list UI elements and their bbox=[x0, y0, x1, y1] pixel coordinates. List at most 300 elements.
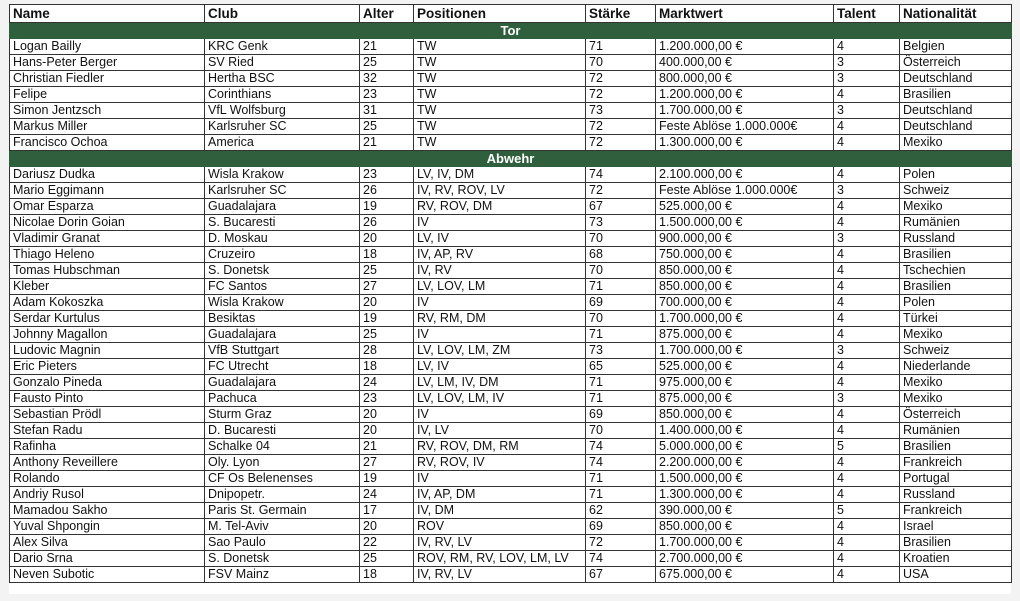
cell-strength[interactable]: 62 bbox=[586, 503, 656, 519]
cell-club[interactable]: Corinthians bbox=[205, 87, 360, 103]
cell-talent[interactable]: 3 bbox=[834, 343, 900, 359]
cell-talent[interactable]: 4 bbox=[834, 167, 900, 183]
cell-talent[interactable]: 4 bbox=[834, 87, 900, 103]
cell-club[interactable]: M. Tel-Aviv bbox=[205, 519, 360, 535]
cell-positions[interactable]: LV, IV bbox=[414, 231, 586, 247]
cell-positions[interactable]: IV, RV bbox=[414, 263, 586, 279]
cell-club[interactable]: Cruzeiro bbox=[205, 247, 360, 263]
cell-talent[interactable]: 3 bbox=[834, 231, 900, 247]
cell-talent[interactable]: 4 bbox=[834, 471, 900, 487]
cell-name[interactable]: Felipe bbox=[10, 87, 205, 103]
cell-market-value[interactable]: 800.000,00 € bbox=[656, 71, 834, 87]
cell-name[interactable]: Adam Kokoszka bbox=[10, 295, 205, 311]
cell-nationality[interactable]: Brasilien bbox=[900, 87, 1012, 103]
cell-talent[interactable]: 4 bbox=[834, 359, 900, 375]
section-header-row bbox=[10, 23, 1012, 39]
cell-positions[interactable]: TW bbox=[414, 39, 586, 55]
cell-talent[interactable]: 4 bbox=[834, 247, 900, 263]
cell-name[interactable]: Simon Jentzsch bbox=[10, 103, 205, 119]
cell-positions[interactable]: LV, LOV, LM, IV bbox=[414, 391, 586, 407]
table-row bbox=[10, 391, 1012, 407]
cell-talent[interactable]: 4 bbox=[834, 535, 900, 551]
cell-club[interactable]: Wisla Krakow bbox=[205, 295, 360, 311]
cell-market-value[interactable]: 1.200.000,00 € bbox=[656, 87, 834, 103]
table-row bbox=[10, 311, 1012, 327]
cell-talent[interactable]: 5 bbox=[834, 439, 900, 455]
cell-strength[interactable]: 72 bbox=[586, 119, 656, 135]
cell-talent[interactable]: 4 bbox=[834, 311, 900, 327]
cell-positions[interactable]: LV, LOV, LM bbox=[414, 279, 586, 295]
cell-club[interactable]: SV Ried bbox=[205, 55, 360, 71]
cell-club[interactable]: Dnipopetr. bbox=[205, 487, 360, 503]
cell-club[interactable]: Guadalajara bbox=[205, 327, 360, 343]
cell-talent[interactable]: 3 bbox=[834, 55, 900, 71]
cell-nationality[interactable]: Deutschland bbox=[900, 103, 1012, 119]
cell-talent[interactable]: 4 bbox=[834, 407, 900, 423]
cell-age[interactable]: 24 bbox=[360, 487, 414, 503]
table-header bbox=[10, 5, 1012, 23]
cell-age[interactable]: 25 bbox=[360, 263, 414, 279]
cell-name[interactable]: Omar Esparza bbox=[10, 199, 205, 215]
cell-strength[interactable]: 71 bbox=[586, 39, 656, 55]
cell-strength[interactable]: 70 bbox=[586, 263, 656, 279]
cell-name[interactable]: Serdar Kurtulus bbox=[10, 311, 205, 327]
table-row bbox=[10, 343, 1012, 359]
cell-age[interactable]: 21 bbox=[360, 439, 414, 455]
cell-positions[interactable]: TW bbox=[414, 119, 586, 135]
cell-name[interactable]: Kleber bbox=[10, 279, 205, 295]
cell-club[interactable]: America bbox=[205, 135, 360, 151]
cell-nationality[interactable]: Frankreich bbox=[900, 455, 1012, 471]
table-row bbox=[10, 375, 1012, 391]
cell-age[interactable]: 23 bbox=[360, 87, 414, 103]
cell-club[interactable]: S. Donetsk bbox=[205, 551, 360, 567]
cell-name[interactable]: Andriy Rusol bbox=[10, 487, 205, 503]
cell-nationality[interactable]: Österreich bbox=[900, 407, 1012, 423]
cell-nationality[interactable]: Brasilien bbox=[900, 247, 1012, 263]
cell-age[interactable]: 19 bbox=[360, 199, 414, 215]
cell-talent[interactable]: 4 bbox=[834, 199, 900, 215]
cell-talent[interactable]: 3 bbox=[834, 71, 900, 87]
cell-nationality[interactable]: Deutschland bbox=[900, 71, 1012, 87]
cell-name[interactable]: Mamadou Sakho bbox=[10, 503, 205, 519]
cell-nationality[interactable]: Schweiz bbox=[900, 343, 1012, 359]
cell-name[interactable]: Fausto Pinto bbox=[10, 391, 205, 407]
cell-strength[interactable]: 70 bbox=[586, 423, 656, 439]
cell-nationality[interactable]: USA bbox=[900, 567, 1012, 583]
cell-age[interactable]: 27 bbox=[360, 279, 414, 295]
cell-positions[interactable]: IV, DM bbox=[414, 503, 586, 519]
cell-name[interactable]: Alex Silva bbox=[10, 535, 205, 551]
cell-strength[interactable]: 71 bbox=[586, 487, 656, 503]
cell-club[interactable]: Paris St. Germain bbox=[205, 503, 360, 519]
cell-talent[interactable]: 4 bbox=[834, 215, 900, 231]
cell-name[interactable]: Markus Miller bbox=[10, 119, 205, 135]
cell-age[interactable]: 26 bbox=[360, 183, 414, 199]
cell-market-value[interactable]: 390.000,00 € bbox=[656, 503, 834, 519]
cell-age[interactable]: 20 bbox=[360, 519, 414, 535]
cell-strength[interactable]: 72 bbox=[586, 71, 656, 87]
cell-name[interactable]: Nicolae Dorin Goian bbox=[10, 215, 205, 231]
cell-nationality[interactable]: Kroatien bbox=[900, 551, 1012, 567]
cell-nationality[interactable]: Brasilien bbox=[900, 279, 1012, 295]
cell-club[interactable]: Karlsruher SC bbox=[205, 119, 360, 135]
cell-nationality[interactable]: Schweiz bbox=[900, 183, 1012, 199]
column-header-name[interactable]: Name bbox=[10, 5, 205, 23]
table-row bbox=[10, 535, 1012, 551]
cell-talent[interactable]: 4 bbox=[834, 327, 900, 343]
cell-talent[interactable]: 4 bbox=[834, 487, 900, 503]
table-row bbox=[10, 519, 1012, 535]
cell-age[interactable]: 32 bbox=[360, 71, 414, 87]
table-row bbox=[10, 183, 1012, 199]
cell-strength[interactable]: 71 bbox=[586, 375, 656, 391]
cell-age[interactable]: 25 bbox=[360, 119, 414, 135]
cell-name[interactable]: Rafinha bbox=[10, 439, 205, 455]
cell-age[interactable]: 27 bbox=[360, 455, 414, 471]
cell-positions[interactable]: LV, LOV, LM, ZM bbox=[414, 343, 586, 359]
cell-age[interactable]: 26 bbox=[360, 215, 414, 231]
cell-age[interactable]: 18 bbox=[360, 359, 414, 375]
cell-strength[interactable]: 71 bbox=[586, 279, 656, 295]
cell-club[interactable]: Guadalajara bbox=[205, 199, 360, 215]
cell-nationality[interactable]: Mexiko bbox=[900, 199, 1012, 215]
cell-nationality[interactable]: Mexiko bbox=[900, 375, 1012, 391]
column-header-club[interactable]: Club bbox=[205, 5, 360, 23]
cell-age[interactable]: 31 bbox=[360, 103, 414, 119]
cell-market-value[interactable]: 850.000,00 € bbox=[656, 407, 834, 423]
cell-strength[interactable]: 67 bbox=[586, 567, 656, 583]
cell-club[interactable]: VfL Wolfsburg bbox=[205, 103, 360, 119]
cell-talent[interactable]: 4 bbox=[834, 455, 900, 471]
cell-talent[interactable]: 3 bbox=[834, 183, 900, 199]
cell-age[interactable]: 20 bbox=[360, 295, 414, 311]
cell-positions[interactable]: RV, ROV, IV bbox=[414, 455, 586, 471]
cell-market-value[interactable]: 975.000,00 € bbox=[656, 375, 834, 391]
cell-positions[interactable]: TW bbox=[414, 71, 586, 87]
cell-market-value[interactable]: 875.000,00 € bbox=[656, 391, 834, 407]
cell-positions[interactable]: RV, RM, DM bbox=[414, 311, 586, 327]
cell-age[interactable]: 21 bbox=[360, 135, 414, 151]
cell-market-value[interactable]: 525.000,00 € bbox=[656, 359, 834, 375]
cell-name[interactable]: Hans-Peter Berger bbox=[10, 55, 205, 71]
spreadsheet-sheet bbox=[9, 4, 1011, 594]
cell-nationality[interactable]: Mexiko bbox=[900, 135, 1012, 151]
cell-market-value[interactable]: 1.300.000,00 € bbox=[656, 135, 834, 151]
cell-nationality[interactable]: Österreich bbox=[900, 55, 1012, 71]
cell-positions[interactable]: IV, RV, ROV, LV bbox=[414, 183, 586, 199]
cell-club[interactable]: FC Santos bbox=[205, 279, 360, 295]
cell-name[interactable]: Anthony Reveillere bbox=[10, 455, 205, 471]
table-row bbox=[10, 247, 1012, 263]
table-row bbox=[10, 359, 1012, 375]
cell-talent[interactable]: 4 bbox=[834, 567, 900, 583]
column-header-positions[interactable]: Positionen bbox=[414, 5, 586, 23]
cell-market-value[interactable]: 900.000,00 € bbox=[656, 231, 834, 247]
cell-name[interactable]: Christian Fiedler bbox=[10, 71, 205, 87]
cell-positions[interactable]: ROV bbox=[414, 519, 586, 535]
cell-talent[interactable]: 4 bbox=[834, 375, 900, 391]
table-row bbox=[10, 567, 1012, 583]
cell-strength[interactable]: 69 bbox=[586, 295, 656, 311]
cell-name[interactable]: Rolando bbox=[10, 471, 205, 487]
cell-name[interactable]: Gonzalo Pineda bbox=[10, 375, 205, 391]
cell-strength[interactable]: 70 bbox=[586, 55, 656, 71]
cell-nationality[interactable]: Mexiko bbox=[900, 391, 1012, 407]
cell-market-value[interactable]: 525.000,00 € bbox=[656, 199, 834, 215]
table-row bbox=[10, 39, 1012, 55]
cell-strength[interactable]: 68 bbox=[586, 247, 656, 263]
cell-name[interactable]: Ludovic Magnin bbox=[10, 343, 205, 359]
cell-age[interactable]: 28 bbox=[360, 343, 414, 359]
cell-nationality[interactable]: Niederlande bbox=[900, 359, 1012, 375]
cell-strength[interactable]: 70 bbox=[586, 311, 656, 327]
cell-market-value[interactable]: 1.700.000,00 € bbox=[656, 311, 834, 327]
column-header-strength[interactable]: Stärke bbox=[586, 5, 656, 23]
cell-nationality[interactable]: Türkei bbox=[900, 311, 1012, 327]
cell-positions[interactable]: TW bbox=[414, 135, 586, 151]
cell-strength[interactable]: 74 bbox=[586, 551, 656, 567]
table-row bbox=[10, 55, 1012, 71]
cell-age[interactable]: 21 bbox=[360, 39, 414, 55]
cell-age[interactable]: 19 bbox=[360, 311, 414, 327]
cell-strength[interactable]: 73 bbox=[586, 103, 656, 119]
cell-name[interactable]: Dario Srna bbox=[10, 551, 205, 567]
cell-club[interactable]: Oly. Lyon bbox=[205, 455, 360, 471]
cell-club[interactable]: D. Bucaresti bbox=[205, 423, 360, 439]
cell-market-value[interactable]: 2.100.000,00 € bbox=[656, 167, 834, 183]
cell-age[interactable]: 25 bbox=[360, 55, 414, 71]
cell-club[interactable]: Guadalajara bbox=[205, 375, 360, 391]
cell-age[interactable]: 19 bbox=[360, 471, 414, 487]
cell-age[interactable]: 18 bbox=[360, 247, 414, 263]
cell-name[interactable]: Neven Subotic bbox=[10, 567, 205, 583]
column-header-talent[interactable]: Talent bbox=[834, 5, 900, 23]
cell-club[interactable]: D. Moskau bbox=[205, 231, 360, 247]
cell-name[interactable]: Yuval Shpongin bbox=[10, 519, 205, 535]
cell-nationality[interactable]: Polen bbox=[900, 167, 1012, 183]
cell-club[interactable]: Sturm Graz bbox=[205, 407, 360, 423]
cell-positions[interactable]: TW bbox=[414, 87, 586, 103]
cell-age[interactable]: 22 bbox=[360, 535, 414, 551]
cell-positions[interactable]: TW bbox=[414, 55, 586, 71]
cell-strength[interactable]: 74 bbox=[586, 455, 656, 471]
cell-club[interactable]: Wisla Krakow bbox=[205, 167, 360, 183]
cell-nationality[interactable]: Polen bbox=[900, 295, 1012, 311]
cell-age[interactable]: 20 bbox=[360, 423, 414, 439]
cell-market-value[interactable]: 1.500.000,00 € bbox=[656, 471, 834, 487]
cell-talent[interactable]: 5 bbox=[834, 503, 900, 519]
cell-talent[interactable]: 4 bbox=[834, 39, 900, 55]
section-title: Tor bbox=[10, 23, 1012, 39]
cell-strength[interactable]: 67 bbox=[586, 199, 656, 215]
cell-name[interactable]: Tomas Hubschman bbox=[10, 263, 205, 279]
cell-market-value[interactable]: 875.000,00 € bbox=[656, 327, 834, 343]
cell-age[interactable]: 20 bbox=[360, 231, 414, 247]
cell-talent[interactable]: 4 bbox=[834, 551, 900, 567]
cell-market-value[interactable]: Feste Ablöse 1.000.000€ bbox=[656, 183, 834, 199]
cell-talent[interactable]: 3 bbox=[834, 103, 900, 119]
cell-nationality[interactable]: Frankreich bbox=[900, 503, 1012, 519]
cell-market-value[interactable]: 1.400.000,00 € bbox=[656, 423, 834, 439]
cell-club[interactable]: S. Donetsk bbox=[205, 263, 360, 279]
cell-strength[interactable]: 69 bbox=[586, 407, 656, 423]
cell-club[interactable]: FSV Mainz bbox=[205, 567, 360, 583]
cell-name[interactable]: Logan Bailly bbox=[10, 39, 205, 55]
cell-market-value[interactable]: 1.500.000,00 € bbox=[656, 215, 834, 231]
cell-market-value[interactable]: 1.700.000,00 € bbox=[656, 535, 834, 551]
cell-name[interactable]: Stefan Radu bbox=[10, 423, 205, 439]
cell-nationality[interactable]: Brasilien bbox=[900, 439, 1012, 455]
cell-name[interactable]: Thiago Heleno bbox=[10, 247, 205, 263]
cell-talent[interactable]: 3 bbox=[834, 391, 900, 407]
cell-nationality[interactable]: Belgien bbox=[900, 39, 1012, 55]
cell-positions[interactable]: RV, ROV, DM bbox=[414, 199, 586, 215]
cell-market-value[interactable]: 850.000,00 € bbox=[656, 519, 834, 535]
cell-age[interactable]: 25 bbox=[360, 551, 414, 567]
cell-club[interactable]: CF Os Belenenses bbox=[205, 471, 360, 487]
cell-strength[interactable]: 74 bbox=[586, 439, 656, 455]
cell-market-value[interactable]: 1.700.000,00 € bbox=[656, 103, 834, 119]
table-row bbox=[10, 199, 1012, 215]
cell-nationality[interactable]: Tschechien bbox=[900, 263, 1012, 279]
cell-positions[interactable]: LV, LM, IV, DM bbox=[414, 375, 586, 391]
cell-talent[interactable]: 4 bbox=[834, 279, 900, 295]
cell-club[interactable]: Pachuca bbox=[205, 391, 360, 407]
cell-strength[interactable]: 72 bbox=[586, 183, 656, 199]
cell-nationality[interactable]: Russland bbox=[900, 487, 1012, 503]
cell-name[interactable]: Eric Pieters bbox=[10, 359, 205, 375]
cell-positions[interactable]: IV bbox=[414, 471, 586, 487]
cell-age[interactable]: 20 bbox=[360, 407, 414, 423]
cell-positions[interactable]: LV, IV, DM bbox=[414, 167, 586, 183]
cell-strength[interactable]: 65 bbox=[586, 359, 656, 375]
cell-positions[interactable]: ROV, RM, RV, LOV, LM, LV bbox=[414, 551, 586, 567]
cell-talent[interactable]: 4 bbox=[834, 119, 900, 135]
table-row bbox=[10, 119, 1012, 135]
column-header-age[interactable]: Alter bbox=[360, 5, 414, 23]
cell-strength[interactable]: 70 bbox=[586, 231, 656, 247]
cell-market-value[interactable]: 1.300.000,00 € bbox=[656, 487, 834, 503]
column-header-nationality[interactable]: Nationalität bbox=[900, 5, 1012, 23]
cell-strength[interactable]: 74 bbox=[586, 167, 656, 183]
cell-age[interactable]: 25 bbox=[360, 327, 414, 343]
cell-strength[interactable]: 69 bbox=[586, 519, 656, 535]
cell-age[interactable]: 23 bbox=[360, 391, 414, 407]
cell-talent[interactable]: 4 bbox=[834, 263, 900, 279]
cell-club[interactable]: FC Utrecht bbox=[205, 359, 360, 375]
cell-name[interactable]: Sebastian Prödl bbox=[10, 407, 205, 423]
cell-age[interactable]: 18 bbox=[360, 567, 414, 583]
cell-club[interactable]: Karlsruher SC bbox=[205, 183, 360, 199]
cell-strength[interactable]: 73 bbox=[586, 343, 656, 359]
cell-club[interactable]: Hertha BSC bbox=[205, 71, 360, 87]
section-header-row bbox=[10, 151, 1012, 167]
cell-strength[interactable]: 71 bbox=[586, 391, 656, 407]
cell-positions[interactable]: IV bbox=[414, 215, 586, 231]
cell-age[interactable]: 17 bbox=[360, 503, 414, 519]
cell-strength[interactable]: 71 bbox=[586, 327, 656, 343]
cell-market-value[interactable]: 1.200.000,00 € bbox=[656, 39, 834, 55]
cell-nationality[interactable]: Deutschland bbox=[900, 119, 1012, 135]
cell-club[interactable]: KRC Genk bbox=[205, 39, 360, 55]
table-row bbox=[10, 215, 1012, 231]
cell-strength[interactable]: 71 bbox=[586, 471, 656, 487]
cell-name[interactable]: Vladimir Granat bbox=[10, 231, 205, 247]
cell-market-value[interactable]: 2.700.000,00 € bbox=[656, 551, 834, 567]
cell-nationality[interactable]: Rumänien bbox=[900, 423, 1012, 439]
table-row bbox=[10, 135, 1012, 151]
cell-positions[interactable]: IV, AP, DM bbox=[414, 487, 586, 503]
cell-club[interactable]: Besiktas bbox=[205, 311, 360, 327]
cell-positions[interactable]: IV, AP, RV bbox=[414, 247, 586, 263]
cell-market-value[interactable]: 2.200.000,00 € bbox=[656, 455, 834, 471]
cell-age[interactable]: 23 bbox=[360, 167, 414, 183]
table-row bbox=[10, 471, 1012, 487]
cell-market-value[interactable]: Feste Ablöse 1.000.000€ bbox=[656, 119, 834, 135]
cell-market-value[interactable]: 750.000,00 € bbox=[656, 247, 834, 263]
cell-name[interactable]: Dariusz Dudka bbox=[10, 167, 205, 183]
cell-nationality[interactable]: Brasilien bbox=[900, 535, 1012, 551]
cell-positions[interactable]: IV bbox=[414, 407, 586, 423]
cell-club[interactable]: S. Bucaresti bbox=[205, 215, 360, 231]
cell-strength[interactable]: 72 bbox=[586, 535, 656, 551]
cell-talent[interactable]: 4 bbox=[834, 295, 900, 311]
cell-market-value[interactable]: 700.000,00 € bbox=[656, 295, 834, 311]
cell-market-value[interactable]: 5.000.000,00 € bbox=[656, 439, 834, 455]
table-row bbox=[10, 167, 1012, 183]
cell-strength[interactable]: 73 bbox=[586, 215, 656, 231]
table-row bbox=[10, 263, 1012, 279]
cell-nationality[interactable]: Portugal bbox=[900, 471, 1012, 487]
cell-positions[interactable]: IV bbox=[414, 327, 586, 343]
cell-name[interactable]: Mario Eggimann bbox=[10, 183, 205, 199]
cell-talent[interactable]: 4 bbox=[834, 135, 900, 151]
table-row bbox=[10, 87, 1012, 103]
cell-age[interactable]: 24 bbox=[360, 375, 414, 391]
table-row bbox=[10, 71, 1012, 87]
table-row bbox=[10, 295, 1012, 311]
cell-nationality[interactable]: Israel bbox=[900, 519, 1012, 535]
cell-name[interactable]: Francisco Ochoa bbox=[10, 135, 205, 151]
cell-positions[interactable]: IV, LV bbox=[414, 423, 586, 439]
column-header-market-value[interactable]: Marktwert bbox=[656, 5, 834, 23]
cell-talent[interactable]: 4 bbox=[834, 423, 900, 439]
cell-market-value[interactable]: 850.000,00 € bbox=[656, 279, 834, 295]
cell-positions[interactable]: TW bbox=[414, 103, 586, 119]
cell-market-value[interactable]: 400.000,00 € bbox=[656, 55, 834, 71]
cell-positions[interactable]: RV, ROV, DM, RM bbox=[414, 439, 586, 455]
cell-nationality[interactable]: Russland bbox=[900, 231, 1012, 247]
cell-strength[interactable]: 72 bbox=[586, 135, 656, 151]
table-row bbox=[10, 487, 1012, 503]
cell-market-value[interactable]: 675.000,00 € bbox=[656, 567, 834, 583]
cell-strength[interactable]: 72 bbox=[586, 87, 656, 103]
cell-positions[interactable]: LV, IV bbox=[414, 359, 586, 375]
cell-market-value[interactable]: 850.000,00 € bbox=[656, 263, 834, 279]
cell-nationality[interactable]: Rumänien bbox=[900, 215, 1012, 231]
cell-talent[interactable]: 4 bbox=[834, 519, 900, 535]
cell-positions[interactable]: IV, RV, LV bbox=[414, 535, 586, 551]
cell-club[interactable]: VfB Stuttgart bbox=[205, 343, 360, 359]
cell-name[interactable]: Johnny Magallon bbox=[10, 327, 205, 343]
cell-club[interactable]: Schalke 04 bbox=[205, 439, 360, 455]
cell-club[interactable]: Sao Paulo bbox=[205, 535, 360, 551]
cell-market-value[interactable]: 1.700.000,00 € bbox=[656, 343, 834, 359]
cell-positions[interactable]: IV, RV, LV bbox=[414, 567, 586, 583]
cell-nationality[interactable]: Mexiko bbox=[900, 327, 1012, 343]
cell-positions[interactable]: IV bbox=[414, 295, 586, 311]
